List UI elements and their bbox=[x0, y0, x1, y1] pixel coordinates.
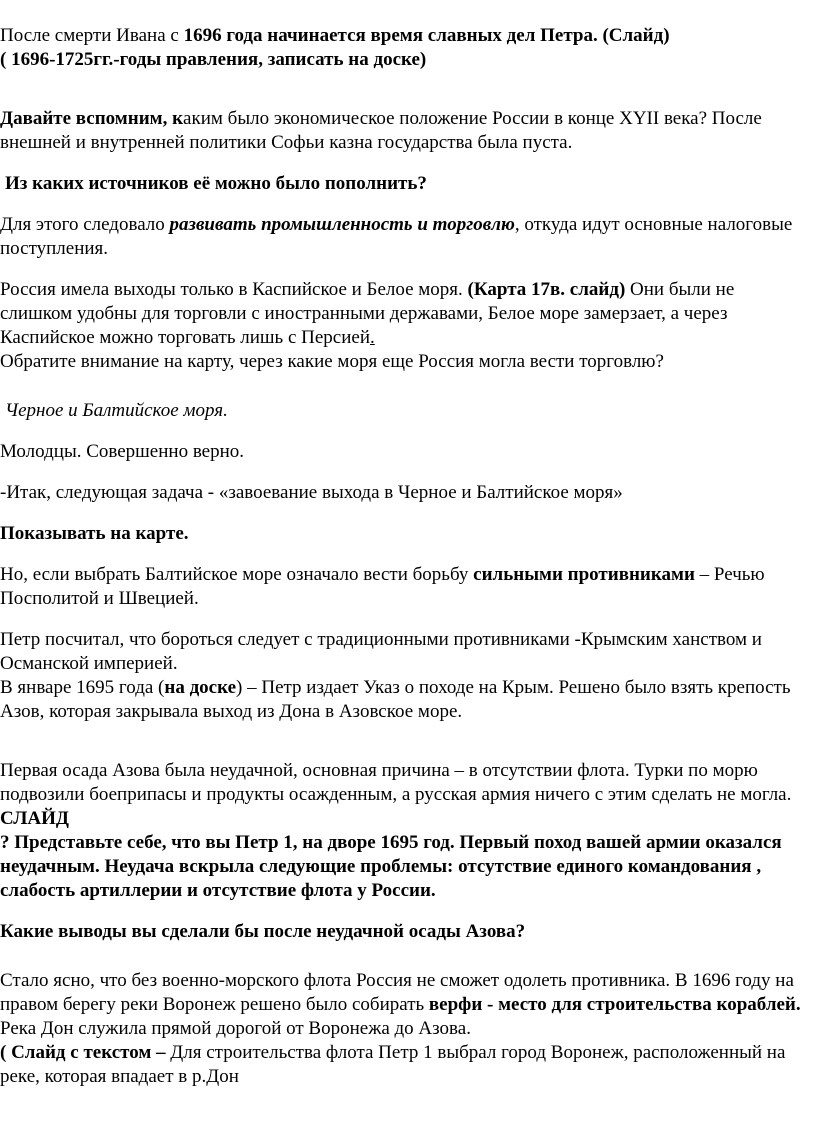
baltic-text-end: – Речью Посполитой и Швецией. bbox=[0, 564, 765, 609]
text-slide-label: ( Слайд с текстом – bbox=[0, 1042, 166, 1063]
azov-campaign-paragraph bbox=[0, 628, 808, 724]
shipyard-bold: верфи - место для строительства кораблей. bbox=[428, 994, 801, 1015]
january-text-end: ) – Петр издает Указ о походе на Крым. Решено было взять крепость Азов, которая закрывала выход из Дона в Азовское море. bbox=[0, 677, 791, 722]
conclusions-question: Какие выводы вы сделали бы после неудачной осады Азова? bbox=[0, 921, 526, 942]
january-text-start: В январе 1695 года ( bbox=[0, 677, 165, 698]
fleet-text-start: Стало ясно, что без военно-морского флота Россия не сможет одолеть противника. В 1696 году на правом берегу реки Воронеж решено было собирать bbox=[0, 970, 794, 1015]
intro-text: После смерти Ивана с bbox=[0, 25, 184, 46]
baltic-opponents-paragraph bbox=[0, 563, 808, 611]
develop-industry-paragraph bbox=[0, 213, 808, 261]
fleet-paragraph bbox=[0, 969, 808, 1089]
on-board-bold: на доске bbox=[164, 677, 237, 698]
slide-label: СЛАЙД bbox=[0, 808, 69, 829]
imagine-peter-question: ? Представьте себе, что вы Петр 1, на дворе 1695 год. Первый поход вашей армии оказался неудачным. Неудача вскрыла следующие проблемы: отсутствие единого командования , слабость артиллерии и отсутствие флота у России. bbox=[0, 832, 782, 901]
lets-recall-bold: Давайте вспомним, к bbox=[0, 108, 184, 129]
seas-text-start: Россия имела выходы только в Каспийское и Белое моря. bbox=[0, 279, 468, 300]
map-slide-note: (Карта 17в. слайд) bbox=[467, 279, 626, 300]
map-question-text: Обратите внимание на карту, через какие моря еще Россия могла вести торговлю? bbox=[0, 351, 664, 372]
develop-text-start: Для этого следовало bbox=[0, 214, 170, 235]
praise-text: Молодцы. Совершенно верно. bbox=[0, 441, 245, 462]
first-siege-paragraph bbox=[0, 759, 808, 903]
show-on-map-text: Показывать на карте. bbox=[0, 523, 189, 544]
economy-question-text: аким было экономическое положение России в конце XYII века? После внешней и внутренней политики Софьи казна государства была пуста. bbox=[0, 108, 762, 153]
develop-text-end: , откуда идут основные налоговые поступления. bbox=[0, 214, 793, 259]
baltic-text-start: Но, если выбрать Балтийское море означало вести борьбу bbox=[0, 564, 474, 585]
traditional-opponents-text: Петр посчитал, что бороться следует с традиционными противниками -Крымским ханством и Османской империей. bbox=[0, 629, 762, 674]
voronezh-text: Для строительства флота Петр 1 выбрал город Воронеж, расположенный на реке, которая впадает в р.Дон bbox=[0, 1042, 786, 1087]
develop-industry-emphasis: развивать промышленность и торговлю bbox=[169, 214, 515, 235]
reign-years-text: ( 1696-1725гг.-годы правления, записать на доске) bbox=[0, 49, 427, 70]
first-siege-text: Первая осада Азова была неудачной, основная причина – в отсутствии флота. Турки по морю подвозили боеприпасы и продукты осажденным, а русская армия ничего с этим сделать не могла. bbox=[0, 760, 792, 805]
don-river-text: Река Дон служила прямой дорогой от Воронежа до Азова. bbox=[0, 1018, 471, 1039]
seas-access-paragraph bbox=[0, 278, 808, 374]
intro-bold-text: 1696 года начинается время славных дел Петра. (Слайд) bbox=[183, 25, 670, 46]
sources-question: Из каких источников её можно было пополнить? bbox=[5, 173, 427, 194]
strong-opponents-bold: сильными противниками bbox=[473, 564, 695, 585]
answer-black-baltic: Черное и Балтийское моря. bbox=[5, 400, 228, 421]
seas-period: . bbox=[370, 327, 375, 348]
intro-paragraph bbox=[0, 24, 808, 72]
economy-question-paragraph bbox=[0, 107, 808, 155]
next-task-text: -Итак, следующая задача - «завоевание выхода в Черное и Балтийское моря» bbox=[0, 482, 623, 503]
seas-text-middle: Они были не слишком удобны для торговли с иностранными державами, Белое море замерзает, а через Каспийское можно торговать лишь с Персией bbox=[0, 279, 735, 348]
